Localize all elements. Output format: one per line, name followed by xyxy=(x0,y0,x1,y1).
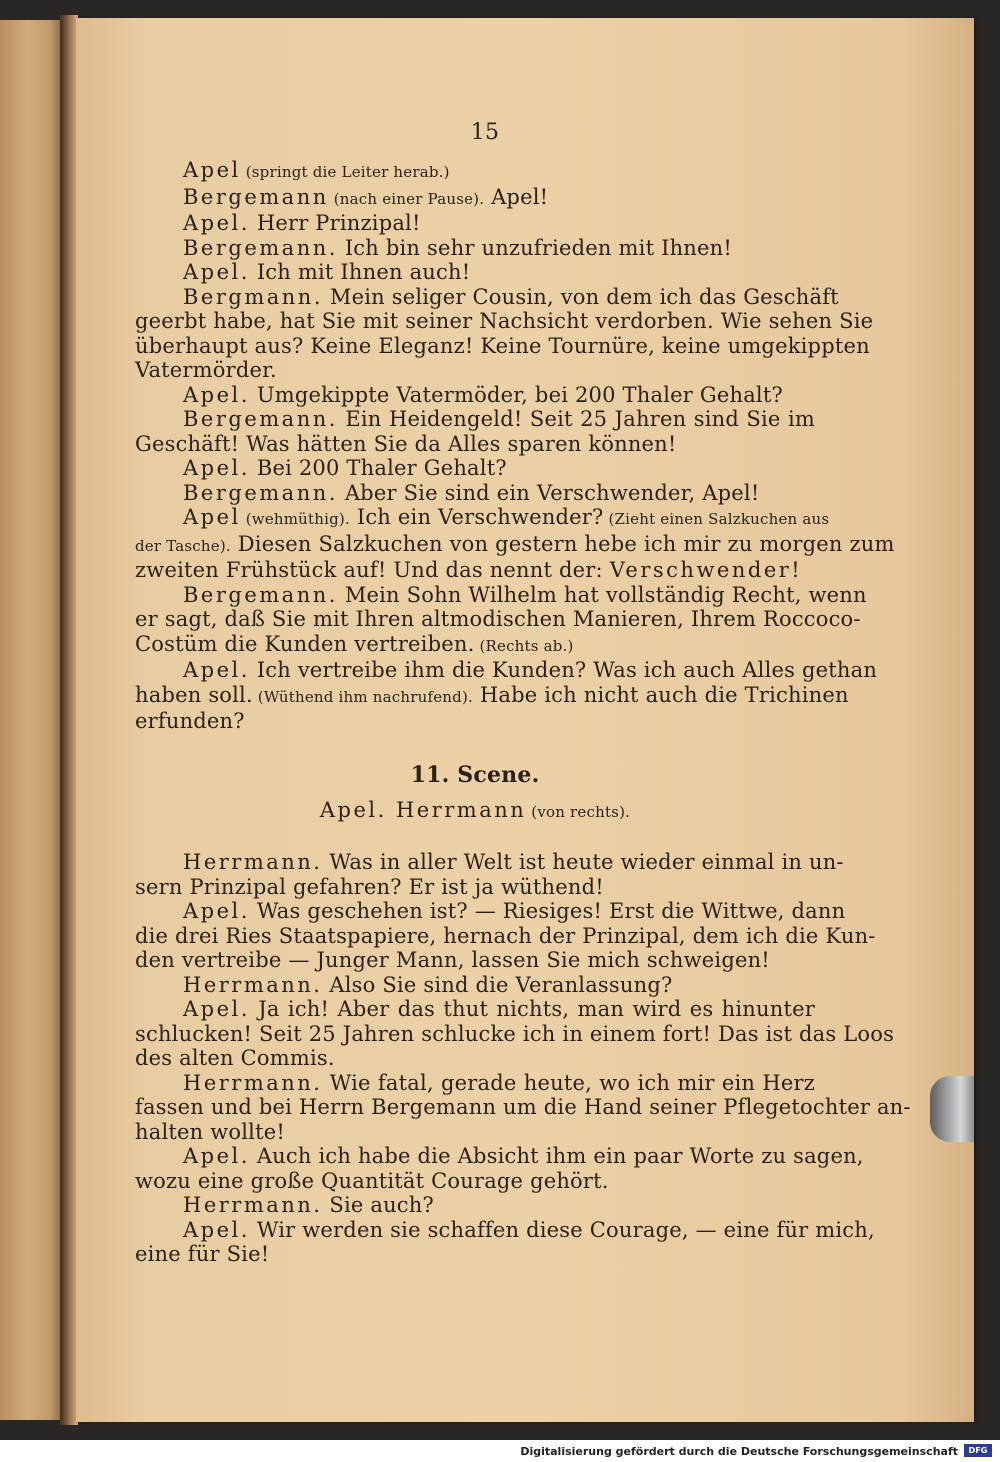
page-text xyxy=(135,118,911,1267)
text-line: des alten Commis. xyxy=(135,1046,335,1070)
text-line xyxy=(135,383,815,408)
text-line xyxy=(135,1144,864,1169)
text-line: fassen und bei Herrn Bergemann um die Hand seiner Pflegetochter an- xyxy=(135,1095,911,1119)
text-line xyxy=(135,236,815,261)
dialogue: zweiten Frühstück auf! Und das nennt der: xyxy=(135,558,610,582)
text-line: geerbt habe, hat Sie mit seiner Nachsicht verdorben. Wie sehen Sie xyxy=(135,309,874,333)
dialogue: Wir werden sie schaffen diese Courage, — eine für mich, xyxy=(249,1217,875,1242)
text-line xyxy=(135,531,895,559)
dialogue: Apel! xyxy=(484,184,549,209)
dialogue: Ich mit Ihnen auch! xyxy=(249,260,471,284)
dialogue: Also Sie sind die Veranlassung? xyxy=(322,972,673,997)
dialogue: Aber Sie sind ein Verschwender, Apel! xyxy=(337,480,760,505)
text-line xyxy=(135,481,815,506)
text-line xyxy=(135,973,815,998)
text-line: die drei Ries Staatspapiere, hernach der Prinzipal, dem ich die Kun- xyxy=(135,923,876,948)
text-line: erfunden? xyxy=(135,709,245,733)
dialogue: Mein seliger Cousin, von dem ich das Geschäft xyxy=(323,284,839,309)
dialogue: Was in aller Welt ist heute wieder einmal in un- xyxy=(322,850,844,874)
speaker: Bergemann. xyxy=(183,407,338,431)
text-line: schlucken! Seit 25 Jahren schlucke ich in einem fort! Das ist das Loos xyxy=(135,1021,895,1046)
speaker: Apel xyxy=(183,158,241,182)
dialogue: Habe ich nicht auch die Trichinen xyxy=(473,682,849,707)
dialogue: Sie auch? xyxy=(322,1193,434,1217)
stage-direction: (Zieht einen Salzkuchen aus xyxy=(603,510,830,528)
speaker: Apel xyxy=(183,505,241,529)
dialogue: Ja ich! Aber das thut nichts, man wird es hinunter xyxy=(249,997,815,1021)
dialogue: Ich vertreibe ihm die Kunden? Was ich auch Alles gethan xyxy=(249,658,878,682)
text-line: den vertreibe — Junger Mann, lassen Sie mich schweigen! xyxy=(135,948,770,972)
speaker: Bergemann xyxy=(183,184,329,209)
text-line xyxy=(135,407,815,432)
stage-direction: (wehmüthig). xyxy=(240,510,350,528)
speaker: Herrmann. xyxy=(183,1070,323,1095)
text-line: eine für Sie! xyxy=(135,1242,270,1266)
emphasis: Verschwender! xyxy=(609,558,803,582)
text-line: überhaupt aus? Keine Eleganz! Keine Tournüre, keine umgekippten xyxy=(135,333,870,358)
text-line: halten wollte! xyxy=(135,1119,285,1144)
speaker: Apel. xyxy=(183,260,250,284)
text-line: Geschäft! Was hätten Sie da Alles sparen können! xyxy=(135,431,677,456)
speaker: Apel. xyxy=(183,456,250,480)
text-line: er sagt, daß Sie mit Ihren altmodischen Manieren, Ihrem Roccoco- xyxy=(135,607,861,631)
speaker: Herrmann xyxy=(386,797,527,822)
text-line xyxy=(135,260,815,285)
stage-direction: (nach einer Pause). xyxy=(328,189,485,208)
stage-direction: (Wüthend ihm nachrufend). xyxy=(252,687,473,706)
dialogue: Herr Prinzipal! xyxy=(249,211,421,235)
dialogue: Diesen Salzkuchen von gestern hebe ich mir zu morgen zum xyxy=(230,531,895,556)
text-line xyxy=(135,850,844,875)
text-line xyxy=(135,899,846,924)
text-line: Vatermörder. xyxy=(135,358,277,382)
stage-direction: der Tasche). xyxy=(135,536,231,555)
dialogue: Bei 200 Thaler Gehalt? xyxy=(249,456,507,480)
speaker: Apel. xyxy=(183,382,250,407)
text-line xyxy=(135,284,839,310)
dialogue: Was geschehen ist? — Riesiges! Erst die Wittwe, dann xyxy=(249,899,846,923)
text-line xyxy=(135,505,830,532)
speaker: Apel. xyxy=(183,1144,250,1168)
speaker: Herrmann. xyxy=(183,1193,323,1217)
speaker: Bergemann. xyxy=(183,235,338,260)
dialogue: Ich ein Verschwender? xyxy=(349,505,604,529)
text-line xyxy=(135,682,849,710)
text-line xyxy=(135,658,878,683)
text-line xyxy=(135,1071,815,1096)
text-line xyxy=(135,185,815,212)
dialogue: Ich bin sehr unzufrieden mit Ihnen! xyxy=(337,235,733,260)
scene-heading: 11. Scene. xyxy=(410,761,540,788)
dialogue: Auch ich habe die Absicht ihm ein paar Worte zu sagen, xyxy=(249,1144,864,1168)
text-line xyxy=(135,997,815,1022)
stage-direction: (Rechts ab.) xyxy=(474,636,574,655)
speaker: Apel. xyxy=(183,997,250,1021)
speaker: Apel. xyxy=(183,211,250,235)
stage-direction: (von rechts). xyxy=(526,802,631,821)
cast-list xyxy=(135,798,815,825)
page-clip-icon xyxy=(930,1076,974,1142)
dialogue: Mein Sohn Wilhelm hat vollständig Recht, wenn xyxy=(337,582,867,607)
text-line xyxy=(135,158,815,185)
facing-page-edge xyxy=(0,20,65,1420)
dialogue: Costüm die Kunden vertreiben. xyxy=(135,631,475,656)
stage-direction: (springt die Leiter herab.) xyxy=(240,163,450,181)
speaker: Bergemann. xyxy=(183,582,338,607)
text-line xyxy=(135,582,867,608)
text-line xyxy=(135,1217,875,1243)
speaker: Apel. xyxy=(183,1217,250,1242)
speaker: Apel. xyxy=(183,899,250,923)
page-number: 15 xyxy=(470,120,500,145)
text-line xyxy=(135,632,815,659)
text-line xyxy=(135,1193,815,1218)
dialogue: haben soll. xyxy=(135,682,253,707)
dfg-logo-icon: DFG xyxy=(964,1444,992,1457)
speaker: Bergemann. xyxy=(183,480,338,505)
text-line xyxy=(135,558,815,583)
speaker: Herrmann. xyxy=(183,972,323,997)
text-line: wozu eine große Quantität Courage gehört. xyxy=(135,1168,609,1193)
text-line xyxy=(135,211,815,236)
speaker: Herrmann. xyxy=(183,850,323,874)
speaker: Apel. xyxy=(183,658,250,682)
funding-footer xyxy=(0,1440,1000,1462)
funding-notice: Digitalisierung gefördert durch die Deutsche Forschungsgemeinschaft xyxy=(520,1445,958,1458)
dialogue: Wie fatal, gerade heute, wo ich mir ein Herz xyxy=(322,1070,815,1095)
dialogue: Ein Heidengeld! Seit 25 Jahren sind Sie im xyxy=(337,407,815,431)
dialogue: Umgekippte Vatermöder, bei 200 Thaler Gehalt? xyxy=(249,382,783,407)
speaker: Apel. xyxy=(319,797,387,822)
text-line: sern Prinzipal gefahren? Er ist ja wüthend! xyxy=(135,874,604,899)
speaker: Bergmann. xyxy=(183,284,323,309)
text-line xyxy=(135,456,815,481)
